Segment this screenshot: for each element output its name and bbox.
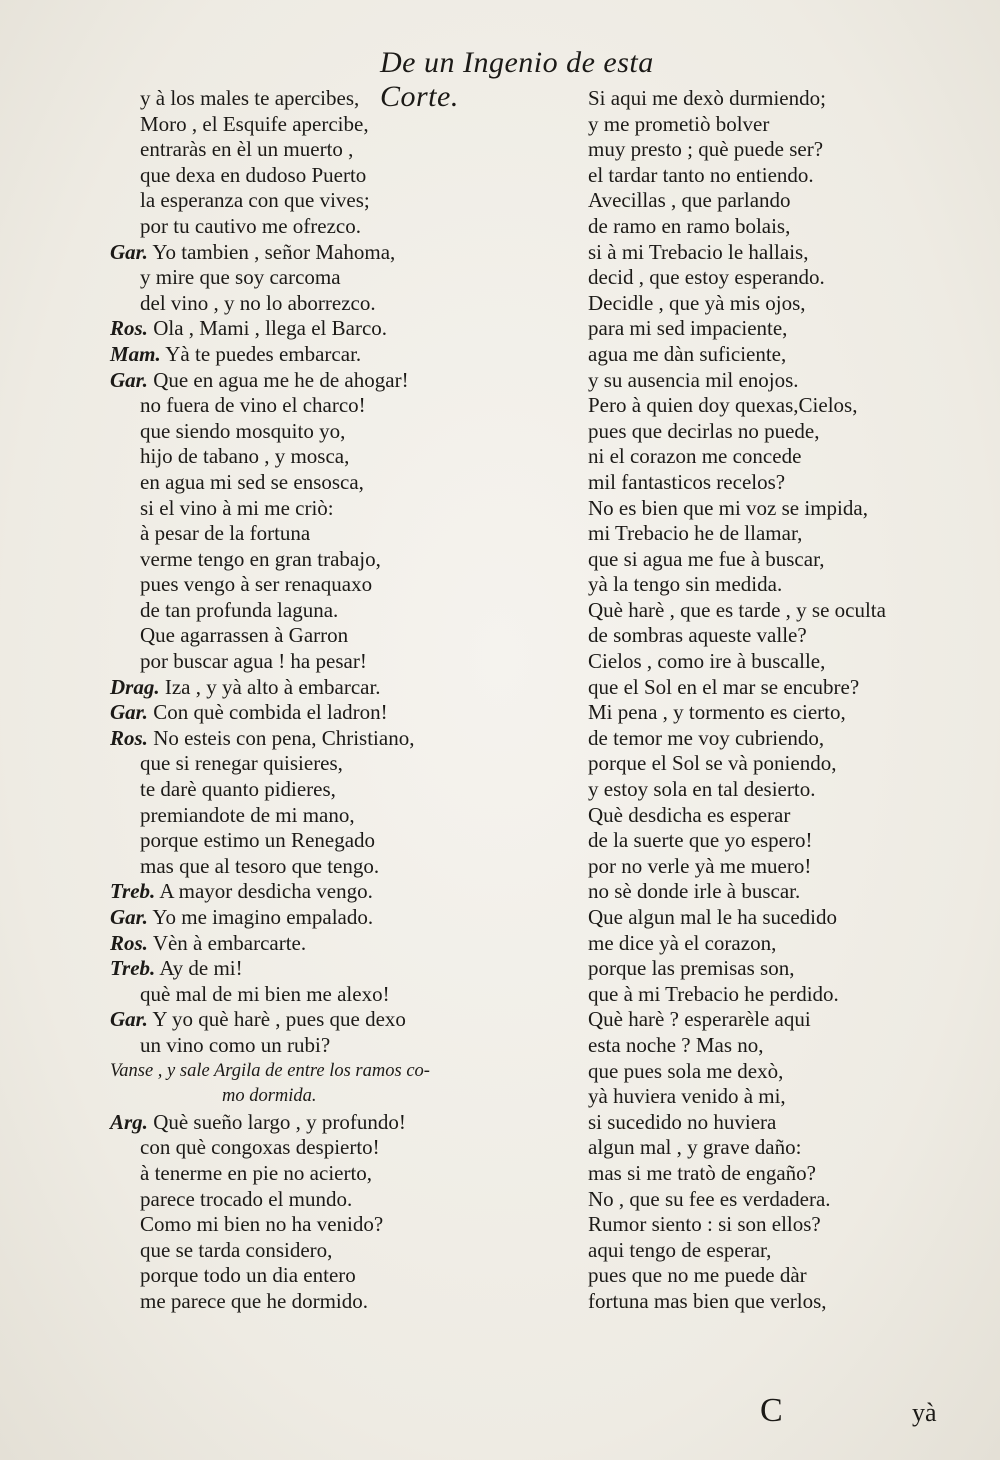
line-text: No esteis con pena, Christiano, [153,725,415,750]
line-text: de tan profunda laguna. [140,597,339,622]
verse-line: si à mi Trebacio le hallais, [588,239,809,264]
verse-line [110,751,505,777]
verse-line [110,393,505,419]
verse-line [110,1161,505,1187]
verse-line: algun mal , y grave daño: [588,1135,802,1160]
line-text: y à los males te apercibes, [140,86,360,110]
verse-line [110,496,505,522]
speaker-label: Ros. [110,930,148,955]
line-text: por buscar agua ! ha pesar! [140,649,367,674]
verse-line: Què harè , que es tarde , y se oculta [588,597,886,622]
verse-line: yà la tengo sin medida. [588,572,783,597]
verse-line: de la suerte que yo espero! [588,828,813,853]
verse-line [110,547,505,573]
verse-line: Decidle , que yà mis ojos, [588,290,806,315]
line-text: Ay de mi! [159,956,243,981]
speaker-label: Drag. [110,674,160,699]
line-text: Vèn à embarcarte. [152,930,307,955]
line-text: y mire que soy carcoma [140,265,341,290]
verse-line: yà huviera venido à mi, [588,1084,786,1109]
speaker-label: Treb. [110,956,156,981]
speaker-label: Arg. [110,1109,148,1134]
verse-line: que pues sola me dexò, [588,1058,784,1083]
speaker-label: Mam. [110,341,161,366]
verse-line [110,1033,505,1059]
verse-line: y estoy sola en tal desierto. [588,777,816,802]
verse-line [110,1187,505,1213]
verse-line [110,854,505,880]
verse-line: por no verle yà me muero! [588,853,812,878]
verse-line: me dice yà el corazon, [588,930,777,955]
verse-line [110,956,505,982]
line-text: porque estimo un Renegado [140,828,376,853]
verse-line [110,1135,505,1161]
verse-line: muy presto ; què puede ser? [588,137,824,162]
line-text: con què congoxas despierto! [140,1135,380,1160]
line-text: verme tengo en gran trabajo, [140,546,381,571]
verse-line: porque las premisas son, [588,956,795,981]
verse-line [110,777,505,803]
line-text: Yo tambien , señor Mahoma, [152,239,396,264]
verse-line: pues que no me puede dàr [588,1263,807,1288]
verse-line: para mi sed impaciente, [588,316,788,341]
line-text: à pesar de la fortuna [140,521,311,546]
verse-line: ni el corazon me concede [588,444,802,469]
line-text: A mayor desdicha vengo. [159,879,373,904]
verse-line: esta noche ? Mas no, [588,1032,764,1057]
line-text: mas que al tesoro que tengo. [140,853,380,878]
verse-line: fortuna mas bien que verlos, [588,1288,827,1313]
catchword: yà [912,1398,937,1427]
verse-line: y me prometiò bolver [588,111,770,136]
verse-line [110,700,505,726]
verse-line [110,470,505,496]
verse-line [110,905,505,931]
verse-line: Mi pena , y tormento es cierto, [588,700,846,725]
line-text: Como mi bien no ha venido? [140,1212,384,1237]
verse-line [110,1110,505,1136]
verse-line [110,1238,505,1264]
line-text: que siendo mosquito yo, [140,418,346,443]
line-text: hijo de tabano , y mosca, [140,444,350,469]
line-text: me parece que he dormido. [140,1288,368,1313]
verse-line: No , que su fee es verdadera. [588,1186,831,1211]
verse-line [110,291,505,317]
verse-line: Què desdicha es esperar [588,802,791,827]
speaker-label: Gar. [110,239,148,264]
speaker-label: Gar. [110,1007,148,1032]
verse-line: mi Trebacio he de llamar, [588,521,803,546]
running-header: De un Ingenio de esta Corte. [380,46,654,113]
line-text: por tu cautivo me ofrezco. [140,213,361,238]
verse-line [110,342,505,368]
line-text: Vanse , y sale Argila de entre los ramos co- [110,1060,430,1081]
verse-line: agua me dàn suficiente, [588,341,787,366]
line-text: Iza , y yà alto à embarcar. [164,674,381,699]
line-text: porque todo un dia entero [140,1263,356,1288]
line-text: premiandote de mi mano, [140,802,355,827]
verse-line [110,368,505,394]
verse-line [110,444,505,470]
line-text: parece trocado el mundo. [140,1186,353,1211]
verse-line: no sè donde irle à buscar. [588,879,801,904]
verse-line [110,188,505,214]
verse-line: que à mi Trebacio he perdido. [588,981,839,1006]
verse-line [110,879,505,905]
line-text: Yà te puedes embarcar. [165,341,362,366]
left-column [110,86,505,1315]
verse-line [110,1212,505,1238]
verse-line [110,1007,505,1033]
verse-line [110,521,505,547]
verse-line [110,86,505,112]
line-text: del vino , y no lo aborrezco. [140,290,376,315]
verse-line [110,419,505,445]
verse-line [110,623,505,649]
line-text: Con què combida el ladron! [153,700,388,725]
verse-line: pues que decirlas no puede, [588,418,820,443]
verse-line [110,649,505,675]
speaker-label: Ros. [110,316,148,341]
line-text: Que agarrassen à Garron [140,623,349,648]
verse-line: Cielos , como ire à buscalle, [588,649,826,674]
line-text: si el vino à mi me criò: [140,495,334,520]
verse-line [110,240,505,266]
verse-line: Si aqui me dexò durmiendo; [588,86,826,110]
line-text: te darè quanto pidieres, [140,777,336,802]
line-text: no fuera de vino el charco! [140,393,366,418]
verse-line: No es bien que mi voz se impida, [588,495,868,520]
signature-mark: C [760,1392,783,1429]
line-text: Ola , Mami , llega el Barco. [153,316,388,341]
verse-line [110,163,505,189]
line-text: mo dormida. [222,1086,317,1107]
verse-line [110,982,505,1008]
verse-line: Què harè ? esperarèle aqui [588,1007,811,1032]
line-text: en agua mi sed se ensosca, [140,469,364,494]
verse-line [110,214,505,240]
verse-line: el tardar tanto no entiendo. [588,162,814,187]
speaker-label: Ros. [110,725,148,750]
line-text: Que en agua me he de ahogar! [153,367,409,392]
verse-line: que el Sol en el mar se encubre? [588,674,860,699]
speaker-label: Gar. [110,700,148,725]
line-text: que se tarda considero, [140,1237,333,1262]
verse-line: de temor me voy cubriendo, [588,725,825,750]
verse-line: si sucedido no huviera [588,1109,777,1134]
verse-line [110,803,505,829]
line-text: què mal de mi bien me alexo! [140,981,390,1006]
verse-line: porque el Sol se và poniendo, [588,751,837,776]
verse-line [110,598,505,624]
speaker-label: Gar. [110,905,148,929]
right-column [588,86,968,1315]
speaker-label: Treb. [110,879,156,904]
verse-line: Que algun mal le ha sucedido [588,905,838,929]
verse-line [110,675,505,701]
line-text: pues vengo à ser renaquaxo [140,572,373,597]
verse-line: decid , que estoy esperando. [588,265,825,290]
line-text: Què sueño largo , y profundo! [153,1109,406,1134]
verse-line: mas si me tratò de engaño? [588,1160,817,1185]
verse-line [110,316,505,342]
verse-line: y su ausencia mil enojos. [588,367,799,392]
verse-line [110,265,505,291]
verse-line [110,1289,505,1315]
verse-line: aqui tengo de esperar, [588,1237,772,1262]
verse-line: de ramo en ramo bolais, [588,213,791,238]
line-text: Moro , el Esquife apercibe, [140,111,369,136]
stage-direction [110,1059,505,1085]
line-text: que si renegar quisieres, [140,751,343,776]
line-text: que dexa en dudoso Puerto [140,162,367,187]
verse-line: Pero à quien doy quexas,Cielos, [588,393,858,418]
verse-line [110,828,505,854]
speaker-label: Gar. [110,367,148,392]
line-text: Y yo què harè , pues que dexo [152,1007,406,1032]
verse-line [110,1263,505,1289]
verse-line: Avecillas , que parlando [588,188,791,213]
line-text: un vino como un rubi? [140,1032,331,1057]
line-text: la esperanza con que vives; [140,188,370,213]
verse-line [110,726,505,752]
verse-line: Rumor siento : si son ellos? [588,1212,821,1237]
verse-line [110,572,505,598]
verse-line [110,931,505,957]
verse-line: que si agua me fue à buscar, [588,546,825,571]
line-text: Yo me imagino empalado. [152,905,374,929]
verse-line: mil fantasticos recelos? [588,469,786,494]
verse-line [110,112,505,138]
line-text: entraràs en èl un muerto , [140,137,354,162]
verse-line: de sombras aqueste valle? [588,623,807,648]
line-text: à tenerme en pie no acierto, [140,1160,373,1185]
verse-line [110,137,505,163]
stage-direction [110,1084,505,1110]
